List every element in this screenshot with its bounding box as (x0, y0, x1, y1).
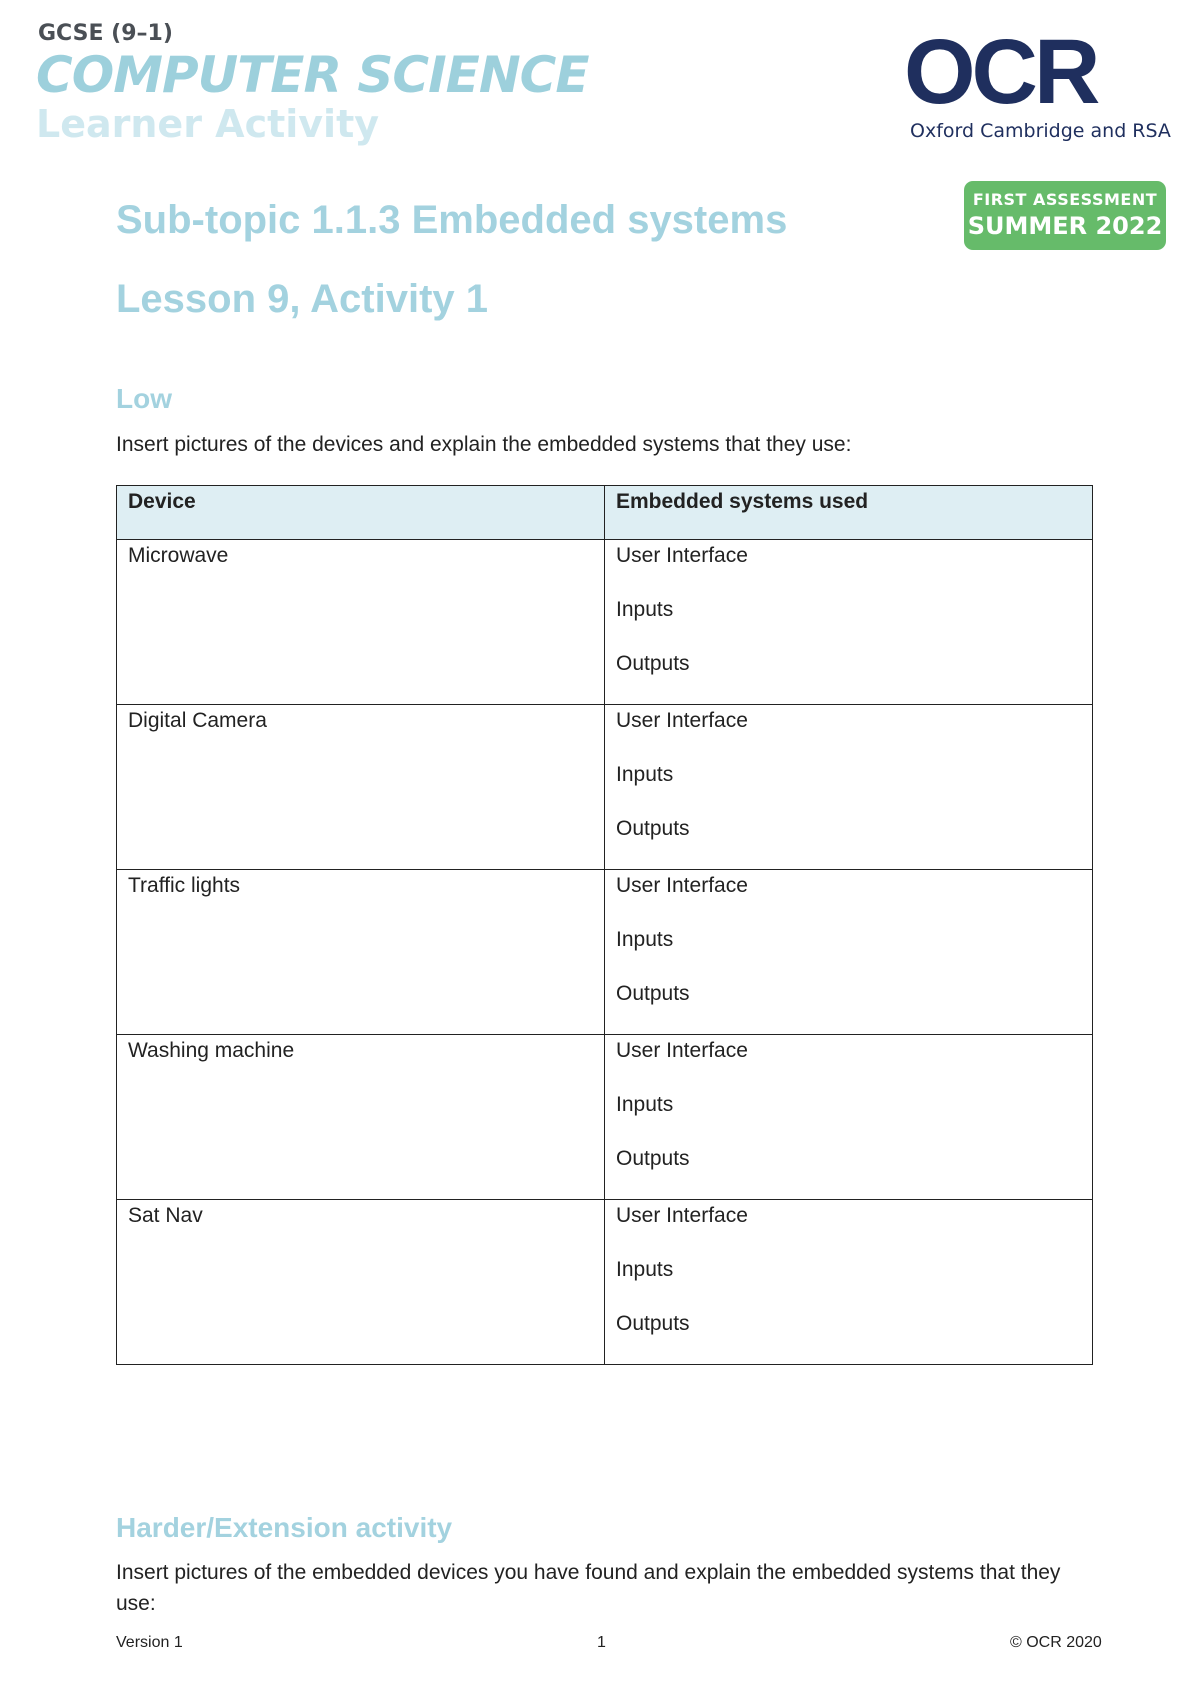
system-item: Inputs (616, 763, 674, 786)
system-item: Inputs (616, 598, 674, 621)
device-cell[interactable]: Washing machine (117, 1035, 605, 1200)
system-item: Inputs (616, 1258, 674, 1281)
system-item: Outputs (616, 1147, 690, 1170)
systems-cell[interactable] (605, 1200, 1093, 1365)
harder-heading: Harder/Extension activity (116, 1512, 453, 1543)
badge-line-2: SUMMER 2022 (967, 212, 1163, 240)
system-item: Outputs (616, 982, 690, 1005)
table-row (117, 705, 1093, 870)
column-header-systems: Embedded systems used (605, 486, 1093, 540)
table-header-row (117, 486, 1093, 540)
low-instruction: Insert pictures of the devices and explain the embedded systems that they use: (116, 433, 852, 456)
ocr-logo-text: OCR (904, 21, 1097, 123)
badge-line-1: FIRST ASSESSMENT (972, 190, 1158, 209)
systems-cell[interactable] (605, 540, 1093, 705)
systems-cell[interactable] (605, 705, 1093, 870)
harder-instruction: Insert pictures of the embedded devices you have found and explain the embedded systems that they use: (116, 1561, 1061, 1615)
table-row (117, 540, 1093, 705)
system-item: Inputs (616, 1093, 674, 1116)
system-item: User Interface (616, 874, 748, 897)
footer-page-number: 1 (597, 1634, 606, 1651)
devices-table (116, 485, 1093, 1365)
first-assessment-badge (964, 181, 1166, 250)
resource-type: Learner Activity (36, 102, 380, 146)
system-item: User Interface (616, 544, 748, 567)
system-item: Inputs (616, 928, 674, 951)
system-item: Outputs (616, 1312, 690, 1335)
footer-copyright: © OCR 2020 (1010, 1634, 1102, 1651)
systems-cell[interactable] (605, 1035, 1093, 1200)
column-header-device: Device (117, 486, 605, 540)
system-item: User Interface (616, 1204, 748, 1227)
lesson-title: Lesson 9, Activity 1 (116, 277, 488, 321)
system-item: Outputs (616, 817, 690, 840)
device-cell[interactable]: Traffic lights (117, 870, 605, 1035)
table-row (117, 1200, 1093, 1365)
low-heading: Low (116, 383, 172, 414)
device-cell[interactable]: Sat Nav (117, 1200, 605, 1365)
gcse-label: GCSE (9–1) (38, 21, 173, 46)
ocr-logo (904, 21, 1171, 142)
subject-title: COMPUTER SCIENCE (36, 46, 589, 104)
page-title: Sub-topic 1.1.3 Embedded systems (116, 198, 788, 242)
table-row (117, 870, 1093, 1035)
system-item: Outputs (616, 652, 690, 675)
system-item: User Interface (616, 709, 748, 732)
device-cell[interactable]: Digital Camera (117, 705, 605, 870)
ocr-logo-subtitle: Oxford Cambridge and RSA (910, 120, 1171, 142)
device-cell[interactable]: Microwave (117, 540, 605, 705)
footer-version: Version 1 (116, 1634, 183, 1651)
systems-cell[interactable] (605, 870, 1093, 1035)
table-row (117, 1035, 1093, 1200)
system-item: User Interface (616, 1039, 748, 1062)
